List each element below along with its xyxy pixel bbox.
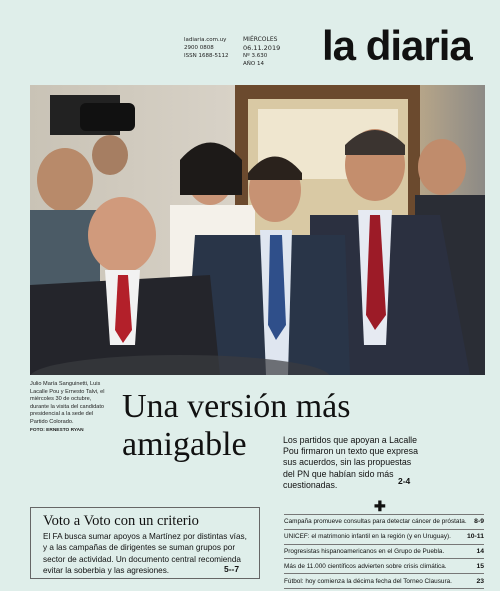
website-text: ladiaria.com.uy [184,37,227,43]
headline-line-1: Una versión más [122,388,351,425]
brief-text: UNICEF: el matrimonio infantil en la región (y en Uruguay). [284,533,451,541]
issue-number-text: Nº 3.630 [243,53,268,59]
brief-text: Progresistas hispanoamericanos en el Grupo de Puebla. [284,547,445,555]
voto-box-body: El FA busca sumar apoyos a Martínez por distintas vías, y a las campañas de dirigentes se suman grupos por sector de actividad. Un documento central recomienda evitar la soberbia y las agresiones. [43,532,247,576]
brief-item[interactable] [284,514,484,530]
date-text: 06.11.2019 [243,44,281,52]
brief-page: 14 [476,547,484,555]
photo-caption [30,381,108,434]
briefs-list [284,514,484,589]
brief-text: Campaña promueve consultas para detectar cáncer de próstata. [284,518,467,526]
voto-box-title: Voto a Voto con un criterio [43,513,199,529]
brief-page: 23 [476,577,484,585]
brief-item[interactable] [284,530,484,545]
brief-text: Fútbol: hoy comienza la décima fecha del Torneo Clausura. [284,577,452,585]
caption-text: Julio María Sanguinetti, Luis Lacalle Pou y Ernesto Talvi, el miércoles 30 de octubre, durante la visita del candidato presidencial a la sede del Partido Colorado. [30,381,105,425]
lead-pages: 2-4 [398,476,411,486]
issn-text: ISSN 1688-5112 [184,53,229,59]
year-text: AÑO 14 [243,61,264,67]
brief-item[interactable] [284,545,484,560]
newspaper-logo: la diaria [322,22,472,69]
headline-line-2: amigable [122,426,247,463]
photo-credit: FOTO: ERNESTO RYAN [30,427,84,433]
brief-text: Más de 11.000 científicos advierten sobre crisis climática. [284,562,447,570]
masthead-issue [243,36,280,68]
brief-item[interactable] [284,574,484,589]
brief-page: 10-11 [466,533,484,541]
phone-text: 2900 0808 [184,45,214,51]
masthead-contact [184,36,228,60]
voto-box-pages: 5--7 [224,564,240,574]
lead-photo [30,85,485,375]
weekday-text: MIÉRCOLES [243,36,278,43]
brief-item[interactable] [284,559,484,574]
brief-page: 8-9 [474,518,484,526]
plus-icon: ✚ [374,498,386,514]
lead-deck: Los partidos que apoyan a Lacalle Pou firmaron un texto que expresa sus acuerdos, sin las propuestas del PN que habían sido más cuestionadas. [283,435,418,490]
brief-page: 15 [476,562,484,570]
lead-photo-illustration [30,85,485,375]
